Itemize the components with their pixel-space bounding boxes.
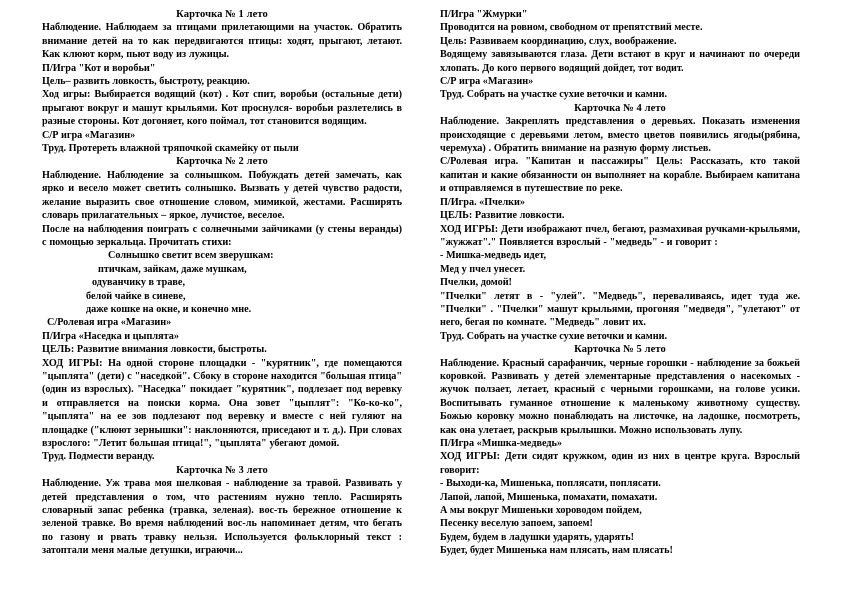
- card-3-observation: Наблюдение. Уж трава моя шелковая - наблюдение за травой. Развивать у детей представления о том, что растениям нужно тепло. Расширять словарный запас ребенка (травка, зеленая). вос-ть бережное отношение к зеленой травке. Во время наблюдений вос-ль напоминает детям, что бегать по газону и рвать травку нельзя. Используется фольклорный текст : затоптали меня малые детушки, играючи...: [42, 478, 402, 557]
- card-2-observation: Наблюдение. Наблюдение за солнышком. Побуждать детей замечать, как ярко и весело может светить солнышко. Вызвать у детей чувство радости, желание выразить свое отношение словом, мимикой, жестами. Расширять словарь прилагательных – яркое, лучистое, веселое.: [42, 169, 402, 222]
- card-4-labor: Труд. Собрать на участке сухие веточки и камни.: [440, 330, 667, 342]
- card-2-title: Карточка № 2 лето: [176, 156, 268, 168]
- card-3-course: Водящему завязываются глаза. Дети встают в круг и начинают по очереди хлопать. До кого первого водящий дойдет, тот водит.: [440, 49, 800, 74]
- card-3-labor: Труд. Собрать на участке сухие веточки и камни.: [440, 89, 667, 101]
- card-2-game-title: П/Игра «Наседка и цыплята»: [42, 330, 179, 342]
- card-4-verse-line: Мед у пчел унесет.: [440, 263, 526, 275]
- card-5-observation: Наблюдение. Красный сарафанчик, черные горошки - наблюдение за божьей коровкой. Развивать у детей элементарные представления о насекомых - жучок ползает, летает, красный с черными горошками, на голове усики. Воспитывать гуманное отношение к маленькому животному существу. Божью коровку можно понаблюдать на листочке, на ладошке, посмотреть, как она улетает, раскрыв крылышки. Можно использовать лупу.: [440, 357, 800, 436]
- card-2-verse-line: птичкам, зайкам, даже мушкам,: [98, 263, 247, 275]
- card-5-verse-line: А мы вокруг Мишеньки хороводом пойдем,: [440, 505, 642, 517]
- right-column: [440, 8, 800, 558]
- card-2-course: ХОД ИГРЫ: На одной стороне площадки - "курятник", где помещаются "цыплята" (дети) с "наседкой". Сбоку в стороне находится "большая птица" (один из взрослых). "Наседка" покидает "курятник", подлезает под веревку и отправляется на поиски корма. Она зовет "цыплят": "Ко-ко-ко", "цыплята" на ее зов подлезают под веревку и вместе с ней гуляют на площадке ("клюют зернышки": наклоняются, приседают и т. д.). При словах взрослого: "Летит большая птица!", "цыплята" убегают домой.: [42, 357, 402, 449]
- card-5-verse-line: Будем, будем в ладушки ударять, ударять!: [440, 531, 634, 543]
- card-5-title: Карточка № 5 лето: [574, 344, 666, 356]
- card-2-after-observation: После на наблюдения поиграть с солнечными зайчиками (у стены веранды) с помощью зеркальца. Прочитать стихи:: [42, 223, 402, 248]
- card-4-verse-line: Пчелки, домой!: [440, 277, 512, 289]
- card-1-role-game: С/Р игра «Магазин»: [42, 129, 136, 141]
- card-1-title: Карточка № 1 лето: [176, 9, 268, 20]
- card-1-labor: Труд. Протереть влажной тряпочкой скамейку от пыли: [42, 143, 299, 155]
- card-4-role-game: С/Ролевая игра. "Капитан и пассажиры" Цель: Рассказать, кто такой капитан и какие обязанности он выполняет на корабле. Выбираем капитана и отправляемся в путешествие по реке.: [440, 156, 800, 195]
- card-2-goal: ЦЕЛЬ: Развитие внимания ловкости, быстроты.: [42, 344, 267, 356]
- card-5-verse-line: Лапой, лапой, Мишенька, помахати, помахати.: [440, 491, 658, 503]
- card-5-game-title: П/Игра «Мишка-медведь»: [440, 438, 562, 449]
- card-3-game-title: П/Игра "Жмурки": [440, 9, 528, 20]
- card-3-goal: Цель: Развиваем координацию, слух, воображение.: [440, 35, 677, 47]
- card-2-block: [42, 155, 402, 463]
- card-4-verse-line: - Мишка-медведь идет,: [440, 250, 547, 262]
- card-1-goal: Цель– развить ловкость, быстроту, реакцию.: [42, 76, 250, 88]
- card-3-block: [42, 464, 402, 558]
- two-column-layout: [42, 8, 800, 589]
- card-5-verse-line: - Выходи-ка, Мишенька, поплясати, поплясати.: [440, 478, 661, 490]
- card-4-observation: Наблюдение. Закреплять представления о деревьях. Показать изменения происходящие с деревьями летом, вместо цветов появились ягоды(рябина, черемуха) . Обратить внимание на разную форму листьев.: [440, 116, 800, 155]
- card-4-course-continued: "Пчелки" летят в - "улей". "Медведь", переваливаясь, идет туда же. "Пчелки" . "Пчелки" машут крыльями, прогоняя "медведя", "улетают" от него, бегая по комнате. "Медведь" ловит их.: [440, 290, 800, 329]
- card-3-game-intro: Проводится на ровном, свободном от препятствий месте.: [440, 22, 703, 34]
- card-3-continuation-block: [440, 8, 800, 102]
- card-4-block: [440, 102, 800, 343]
- card-4-game-title: П/Игра. «Пчелки»: [440, 196, 525, 208]
- card-4-course: ХОД ИГРЫ: Дети изображают пчел, бегают, размахивая ручками-крыльями, "жужжат"." Появляется взрослый - "медведь" - и говорит :: [440, 223, 800, 248]
- card-5-verse-line: Песенку веселую запоем, запоем!: [440, 518, 593, 530]
- card-2-role-game: С/Ролевая игра «Магазин»: [47, 317, 172, 329]
- card-1-course: Ход игры: Выбирается водящий (кот) . Кот спит, воробьи (остальные дети) прыгают вокруг и машут крыльями. Кот проснулся- воробьи разлетелись в разные стороны. Кот догоняет, кого поймал, тот становится водящим.: [42, 89, 402, 128]
- card-5-course: ХОД ИГРЫ: Дети сидят кружком, один из них в центре круга. Взрослый говорит:: [440, 451, 800, 476]
- card-1-block: [42, 8, 402, 155]
- card-5-block: [440, 343, 800, 558]
- card-2-verse-line: даже кошке на окне, и конечно мне.: [86, 303, 252, 315]
- card-2-verse-line: одуванчику в траве,: [92, 277, 186, 289]
- card-4-goal: ЦЕЛЬ: Развитие ловкости.: [440, 210, 565, 222]
- card-1-game-title: П/Игра "Кот и воробьи": [42, 62, 156, 74]
- left-column: [42, 8, 402, 558]
- card-3-role-game: С/Р игра «Магазин»: [440, 76, 534, 88]
- card-2-verse-line: Солнышко светит всем зверушкам:: [108, 250, 274, 262]
- card-4-title: Карточка № 4 лето: [574, 102, 666, 114]
- card-3-title: Карточка № 3 лето: [176, 464, 268, 476]
- card-1-observation: Наблюдение. Наблюдаем за птицами прилетающими на участок. Обратить внимание детей на то как передвигаются птицы: ходят, прыгают, летают. Как клюют корм, пьют воду из лужицы.: [42, 22, 402, 61]
- card-2-verse-line: белой чайке в синеве,: [86, 290, 186, 302]
- card-2-labor: Труд. Подмести веранду.: [42, 451, 155, 463]
- card-5-verse-line: Будет, будет Мишенька нам плясать, нам плясать!: [440, 545, 673, 557]
